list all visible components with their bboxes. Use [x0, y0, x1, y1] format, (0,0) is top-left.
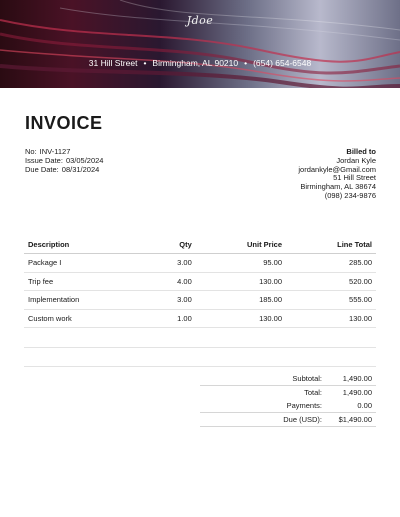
issue-date: 03/05/2024 — [65, 155, 104, 165]
item-line-total: 285.00 — [286, 254, 376, 273]
signature-logo: Jdoe — [186, 14, 214, 27]
issue-date-label: Issue Date: — [25, 155, 63, 165]
client-city: Birmingham, AL 38674 — [300, 182, 376, 192]
billed-to-block — [298, 148, 376, 201]
company-address-line — [0, 58, 400, 68]
total-row — [200, 386, 376, 399]
invoice-number-label: No: — [25, 147, 37, 156]
item-description: Trip fee — [24, 272, 148, 291]
client-street: 51 Hill Street — [333, 173, 376, 183]
amount-due-label: Due (USD): — [283, 415, 322, 424]
section-divider — [24, 366, 376, 367]
item-qty: 4.00 — [148, 272, 195, 291]
table-header-row — [24, 236, 376, 254]
client-name: Jordan Kyle — [336, 155, 376, 165]
payments-label: Payments: — [286, 401, 322, 410]
subtotal-label: Subtotal: — [292, 374, 322, 383]
payments-value: 0.00 — [357, 401, 372, 410]
column-header-description: Description — [24, 236, 148, 254]
amount-due-row — [200, 413, 376, 427]
item-line-total: 130.00 — [286, 309, 376, 328]
totals-block — [200, 372, 376, 427]
separator-dot: • — [143, 58, 147, 68]
line-items-table — [24, 236, 376, 328]
subtotal-value: 1,490.00 — [342, 374, 372, 383]
item-description: Implementation — [24, 291, 148, 310]
table-row — [24, 254, 376, 273]
billed-to-heading: Billed to — [346, 147, 376, 156]
item-line-total: 555.00 — [286, 291, 376, 310]
separator-dot: • — [244, 58, 248, 68]
company-street: 31 Hill Street — [88, 58, 138, 68]
column-header-line-total: Line Total — [286, 236, 376, 254]
item-line-total: 520.00 — [286, 272, 376, 291]
item-qty: 3.00 — [148, 254, 195, 273]
invoice-number: INV-1127 — [39, 147, 71, 156]
client-email: jordankyle@Gmail.com — [298, 164, 376, 174]
invoice-meta — [25, 148, 103, 174]
item-unit-price: 185.00 — [196, 291, 286, 310]
subtotal-row — [200, 372, 376, 386]
item-unit-price: 130.00 — [196, 309, 286, 328]
column-header-qty: Qty — [148, 236, 195, 254]
item-description: Custom work — [24, 309, 148, 328]
due-date: 08/31/2024 — [61, 164, 100, 174]
table-row — [24, 272, 376, 291]
payments-row — [200, 399, 376, 413]
company-city: Birmingham, AL 90210 — [152, 58, 239, 68]
due-date-row — [25, 166, 103, 175]
item-unit-price: 130.00 — [196, 272, 286, 291]
item-unit-price: 95.00 — [196, 254, 286, 273]
header-banner — [0, 0, 400, 88]
table-row — [24, 291, 376, 310]
item-description: Package I — [24, 254, 148, 273]
column-header-unit-price: Unit Price — [196, 236, 286, 254]
item-qty: 3.00 — [148, 291, 195, 310]
invoice-title: INVOICE — [25, 113, 103, 133]
client-phone: (098) 234-9876 — [324, 190, 376, 200]
table-row — [24, 309, 376, 328]
amount-due-value: $1,490.00 — [338, 415, 372, 424]
item-qty: 1.00 — [148, 309, 195, 328]
total-value: 1,490.00 — [342, 388, 372, 397]
total-label: Total: — [304, 388, 322, 397]
section-divider — [24, 347, 376, 348]
due-date-label: Due Date: — [25, 164, 59, 174]
company-phone: (654) 654-6548 — [253, 58, 312, 68]
